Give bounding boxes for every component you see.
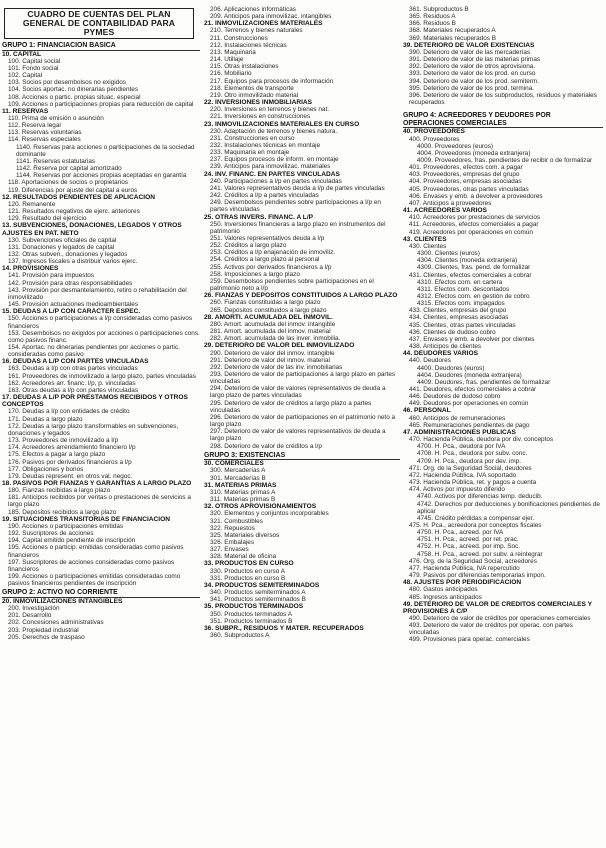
- column-3: [403, 6, 603, 844]
- account-line: 281. Amort. acumulada del inmov. material: [210, 328, 331, 336]
- account-line: 360. Subproductos A: [210, 632, 270, 640]
- account-heading: 43. CLIENTES: [403, 235, 447, 243]
- account-line: 290. Deterioro de valor del inmov. intangible: [210, 349, 335, 357]
- subaccount-line: 4740. Activos por diferencias temp. deducib.: [417, 493, 543, 501]
- account-line: 471. Org. de la Seguridad Social, deudores: [409, 464, 532, 472]
- account-line: 202. Concesiones administrativas: [8, 619, 104, 627]
- account-line: 431. Clientes, efectos comerciales a cobrar: [409, 271, 532, 279]
- account-line: 301. Mercaderías B: [210, 474, 266, 482]
- account-line: 300. Mercaderías A: [210, 467, 266, 475]
- account-line: 411. Acreedores, efectos comerciales a pagar: [409, 221, 539, 229]
- account-line: 131. Donaciones y legados de capital: [8, 243, 115, 251]
- account-line: 163. Otras deudas a l/p con partes vinculadas: [8, 386, 139, 394]
- account-line: 242. Créditos a l/p a partes vinculadas: [210, 192, 319, 200]
- account-line: 477. Hacienda Pública, IVA repercutido: [409, 564, 520, 572]
- account-line: 197. Suscriptores de acciones consideradas como pasivos financieros: [8, 558, 175, 573]
- account-heading: 39. DETERIORO DE VALOR EXISTENCIAS: [403, 41, 535, 49]
- account-line: 260. Fianzas constituidas a largo plazo: [210, 299, 321, 307]
- subaccount-line: 4751. H. Pca., acreed. por ret. prac.: [417, 536, 519, 544]
- account-line: 163. Deudas a l/p con otras partes vinculadas: [8, 365, 138, 373]
- account-line: 150. Acciones o participaciones a l/p consideradas como pasivos financieros: [8, 315, 193, 330]
- account-line: 221. Inversiones en construcciones: [210, 113, 311, 121]
- account-heading: 21. INMOVILIZACIONES MATERIALES: [204, 20, 323, 28]
- account-line: 475. H. Pca., acreedora por conceptos fiscales: [409, 521, 542, 529]
- account-heading: 20. INMOVILIZACIONES INTANGIBLES: [2, 597, 123, 605]
- account-heading: 18. PASIVOS POR FIANZAS Y GARANTÍAS A LARGO PLAZO: [2, 479, 192, 487]
- account-line: 394. Deterioro de valor de los prod. semiterm.: [409, 77, 540, 85]
- account-line: 200. Investigación: [8, 605, 60, 613]
- account-line: 194. Capital emitido pendiente de inscripción: [8, 537, 136, 545]
- account-line: 214. Utillaje: [210, 56, 244, 64]
- account-line: 102. Capital: [8, 72, 43, 80]
- group-heading: GRUPO 3: EXISTENCIAS: [204, 452, 400, 461]
- subaccount-line: 4742. Derechos por deducciones y bonificaciones pendientes de aplicar: [417, 500, 600, 515]
- account-line: 435. Clientes, otras partes vinculadas: [409, 321, 516, 329]
- account-line: 390. Deterioro de valor de las mercaderías: [409, 48, 531, 56]
- account-line: 112. Reserva legal: [8, 122, 61, 130]
- account-line: 391. Deterioro de valor de las materias primas: [409, 56, 541, 64]
- account-line: 199. Acciones o participaciones emitidas consideradas como pasivos financieros pendientes de inscripción: [8, 573, 181, 588]
- account-heading: 26. FIANZAS Y DEPÓSITOS CONSTITUIDOS A LARGO PLAZO: [204, 292, 398, 300]
- account-heading: 47. ADMINISTRACIONES PÚBLICAS: [403, 428, 516, 436]
- subaccount-line: 4310. Efectos com. en cartera: [417, 278, 503, 286]
- account-line: 293. Deterioro de valor de participaciones a largo plazo en partes vinculadas: [210, 370, 396, 386]
- account-line: 154. Aportac. no dinerarias pendientes por acciones o partic. consideradas como pasivo: [8, 344, 180, 359]
- account-line: 446. Deudores de dudoso cobro: [409, 393, 501, 401]
- account-line: 479. Pasivos por diferencias temporarias impon.: [409, 572, 546, 580]
- subaccount-line: 1140. Reservas para acciones o participaciones de la sociedad dominante: [16, 143, 195, 158]
- account-line: 108. Acciones o partic. propias situac. especial: [8, 93, 141, 101]
- account-heading: 44. DEUDORES VARIOS: [403, 350, 478, 358]
- account-line: 209. Anticipos para inmovilizac. intangibles: [210, 13, 332, 21]
- account-line: 368. Materiales recuperados A: [409, 27, 496, 35]
- account-line: 361. Subproductos B: [409, 6, 469, 13]
- account-line: 195. Acciones o particip. emitidas consideradas como pasivos financieros: [8, 544, 184, 559]
- account-line: 406. Envases y emb. a devolver a proveedores: [409, 192, 543, 200]
- subaccount-line: 4304. Clientes (moneda extranjera): [417, 257, 518, 265]
- account-line: 393. Deterioro de valor de los prod. en curso: [409, 70, 536, 78]
- account-line: 473. Hacienda Pública, ret. y pagos a cuenta: [409, 479, 537, 487]
- account-line: 211. Construcciones: [210, 34, 268, 42]
- account-heading: 12. RESULTADOS PENDIENTES DE APLICACIÓN: [2, 193, 156, 201]
- account-line: 440. Deudores: [409, 357, 451, 365]
- account-line: 291. Deterioro de valor del inmov. material: [210, 356, 330, 364]
- account-line: 322. Repuestos: [210, 524, 255, 532]
- account-line: 240. Participaciones a l/p en partes vinculadas: [210, 177, 342, 185]
- account-line: 449. Deudores por operaciones en común: [409, 400, 529, 408]
- document-title-box: [4, 8, 194, 39]
- account-line: 392. Deterioro de valor de otros aprovisiona.: [409, 63, 536, 71]
- account-line: 351. Productos terminados B: [210, 617, 293, 625]
- group-heading: GRUPO 1: FINANCIACIÓN BÁSICA: [2, 42, 200, 51]
- account-line: 341. Productos semiterminados B: [210, 596, 306, 604]
- account-heading: 25. OTRAS INVERS. FINANC. A L/P: [204, 213, 314, 221]
- account-list: [2, 42, 200, 641]
- account-line: 215. Otras instalaciones: [210, 63, 279, 71]
- title-line: GENERAL DE CONTABILIDAD PARA: [22, 18, 176, 28]
- account-heading: 40. PROVEEDORES: [403, 128, 465, 136]
- account-line: 369. Materiales recuperados B: [409, 34, 497, 42]
- account-line: 438. Anticipos de clientes: [409, 343, 482, 351]
- account-line: 282. Amort. acumulada de las inver. inmobilia.: [210, 335, 341, 343]
- account-line: 252. Créditos a largo plazo: [210, 242, 287, 250]
- account-heading: 24. INV. FINANC. EN PARTES VINCULADAS: [204, 170, 340, 178]
- account-line: 239. Anticipos para inmovilizac. materiales: [210, 163, 331, 171]
- account-line: 113. Reservas voluntarias: [8, 129, 82, 137]
- account-line: 121. Resultados negativos de ejerc. anteriores: [8, 208, 140, 216]
- account-heading: 33. PRODUCTOS EN CURSO: [204, 560, 294, 568]
- account-line: 404. Proveedores, empresas asociadas: [409, 178, 522, 186]
- account-line: 100. Capital social: [8, 57, 61, 65]
- subaccount-line: 4745. Crédito pérdidas a compensar ejer.: [417, 514, 535, 522]
- account-line: 396. Deterioro de valor de los subproductos, residuos y materiales recuperados: [409, 91, 597, 107]
- account-line: 241. Valores representativos deuda a l/p de partes vinculadas: [210, 184, 385, 192]
- account-line: 213. Maquinaria: [210, 48, 256, 56]
- account-line: 407. Anticipos a proveedores: [409, 199, 492, 207]
- account-line: 132. Otras subven., donaciones y legados: [8, 250, 128, 258]
- account-line: 401. Proveedores, efectos com. a pagar: [409, 164, 523, 172]
- account-heading: 15. DEUDAS A L/P CON CARÁCTER ESPEC.: [2, 308, 141, 316]
- account-line: 143. Provisión por desmantelamiento, retiro o rehabilitación del inmovilizado: [8, 286, 187, 301]
- account-line: 320. Elementos y conjuntos incorporables: [210, 510, 329, 518]
- account-line: 170. Deudas a l/p con entidades de crédito: [8, 408, 130, 416]
- account-line: 330. Productos en curso A: [210, 567, 285, 575]
- account-line: 232. Instalaciones técnicas en montaje: [210, 141, 321, 149]
- account-heading: 46. PERSONAL: [403, 407, 451, 415]
- account-line: 201. Desarrollo: [8, 612, 52, 620]
- account-heading: 16. DEUDAS A L/P CON PARTES VINCULADAS: [2, 358, 149, 366]
- account-line: 395. Deterioro de valor de los prod. termina.: [409, 84, 535, 92]
- account-line: 325. Materiales diversos: [210, 531, 280, 539]
- account-heading: 29. DETERIORO DE VALOR DEL INMOVILIZADO: [204, 342, 355, 350]
- account-line: 419. Acreedores por operaciones en común: [409, 228, 533, 236]
- account-line: 265. Depósitos constituidos a largo plazo: [210, 306, 327, 314]
- subaccount-line: 4708. H. Pca., deudora por subv. conc.: [417, 450, 528, 458]
- subaccount-line: 4709. H. Pca., deudora por dev. imp.: [417, 457, 521, 465]
- subaccount-line: 4400. Deudores (euros): [417, 364, 485, 372]
- account-line: 173. Proveedores de inmovilizado a l/p: [8, 437, 119, 445]
- account-line: 172. Deudas a largo plazo transformables en subvenciones, donaciones y legados: [8, 422, 179, 437]
- account-line: 430. Clientes: [409, 242, 447, 250]
- account-line: 258. Imposiciones a largo plazo: [210, 270, 300, 278]
- account-line: 433. Clientes, empresas del grupo: [409, 307, 507, 315]
- account-heading: 23. INMOVILIZACIONES MATERIALES EN CURSO: [204, 120, 360, 128]
- account-line: 311. Materias primas B: [210, 496, 276, 504]
- account-line: 218. Elementos de transporte: [210, 84, 294, 92]
- account-line: 350. Productos terminados A: [210, 610, 293, 618]
- subaccount-line: 4409. Deudores, fras. pendientes de formalizar: [417, 378, 551, 386]
- account-heading: 32. OTROS APROVISIONAMIENTOS: [204, 503, 317, 511]
- account-line: 203. Propiedad industrial: [8, 626, 79, 634]
- account-line: 366. Residuos B: [409, 20, 456, 28]
- account-line: 280. Amort. acumulada del inmov. intangible: [210, 320, 336, 328]
- account-line: 327. Envases: [210, 546, 249, 554]
- account-line: 129. Resultado del ejercicio: [8, 215, 87, 223]
- account-heading: 17. DEUDAS A L/P POR PRÉSTAMOS RECIBIDOS Y OTROS CONCEPTOS: [2, 394, 188, 409]
- account-line: 326. Embalajes: [210, 539, 255, 546]
- account-line: 230. Adaptación de terrenos y bienes natura.: [210, 127, 338, 135]
- account-line: 474. Activos por impuesto diferido: [409, 486, 505, 494]
- account-line: 231. Construcciones en curso: [210, 134, 295, 142]
- account-line: 297. Deterioro de valor de valores representativos de deuda a largo plazo: [210, 428, 386, 443]
- account-line: 175. Efectos a pagar a largo plazo: [8, 451, 106, 459]
- account-line: 153. Desembolsos no exigidos por acciones o participaciones cons. como pasivos financ.: [8, 329, 200, 344]
- account-line: 465. Remuneraciones pendientes de pago: [409, 421, 530, 429]
- account-heading: 48. AJUSTES POR PERIODIFICACIÓN: [403, 579, 522, 587]
- account-line: 400. Proveedores: [409, 135, 460, 143]
- account-line: 190. Acciones o participaciones emitidas: [8, 522, 124, 530]
- account-line: 103. Socios por desembolsos no exigidos: [8, 79, 126, 87]
- account-line: 104. Socios aportac. no dinerarias pendientes: [8, 86, 139, 94]
- account-line: 434. Clientes, empresas asociadas: [409, 314, 509, 322]
- subaccount-line: 1141. Reservas estatutarias: [16, 157, 96, 165]
- subaccount-line: 4300. Clientes (euros): [417, 250, 480, 258]
- account-line: 295. Deterioro de valor de créditos a largo plazo a partes vinculadas: [210, 399, 372, 414]
- subaccount-line: 4309. Clientes, fras. pend. de formalizar: [417, 264, 531, 272]
- account-line: 185. Depósitos recibidos a largo plazo: [8, 508, 117, 516]
- account-heading: 31. MATERIAS PRIMAS: [204, 481, 277, 489]
- account-heading: 19. SITUACIONES TRANSITORIAS DE FINANCIACIÓN: [2, 515, 171, 523]
- subaccount-line: 4758. H. Pca., acreed. por subv. a reintegrar: [417, 550, 543, 558]
- account-line: 118. Aportaciones de socios o propietarios: [8, 179, 128, 187]
- account-list: [403, 6, 603, 644]
- subaccount-line: 4700. H. Pca., deudora por IVA: [417, 443, 506, 451]
- account-line: 205. Derechos de traspaso: [8, 633, 85, 641]
- account-line: 328. Material de oficina: [210, 553, 277, 561]
- account-line: 365. Residuos A: [409, 13, 456, 21]
- account-line: 485. Ingresos anticipados: [409, 593, 482, 601]
- account-line: 499. Provisiones para operac. comerciales: [409, 636, 530, 644]
- subaccount-line: 4004. Proveedores (moneda extranjera): [417, 149, 531, 157]
- account-line: 137. Ingresos fiscales a distribuir varios ejerc.: [8, 258, 138, 266]
- subaccount-line: 4312. Efectos com. en gestión de cobro: [417, 292, 530, 300]
- account-line: 405. Proveedores, otras partes vinculadas: [409, 185, 529, 193]
- account-line: 472. Hacienda Pública, IVA soportado: [409, 471, 517, 479]
- account-heading: 14. PROVISIONES: [2, 265, 59, 273]
- column-1: [2, 6, 200, 844]
- account-line: 250. Inversiones financieras a largo plazo en instrumentos del patrimonio: [210, 220, 386, 235]
- account-line: 171. Deudas a largo plazo: [8, 415, 83, 423]
- subaccount-line: 1142. Reserva por capital amortizado: [16, 165, 122, 173]
- account-line: 249. Desembolsos pendientes sobre participaciones a l/p en partes vinculadas: [210, 199, 381, 214]
- account-list: [204, 6, 400, 639]
- account-line: 296. Deterioro de valor de participaciones en el patrimonio neto a largo plazo: [210, 413, 396, 429]
- account-line: 192. Suscriptores de acciones: [8, 530, 94, 538]
- subaccount-line: 4752. H. Pca., acreed. por imp. Soc.: [417, 543, 521, 551]
- subaccount-line: 4311. Efectos com. descontados: [417, 285, 510, 293]
- account-line: 254. Créditos a largo plazo al personal: [210, 256, 320, 264]
- account-line: 177. Obligaciones y bonos: [8, 465, 84, 473]
- subaccount-line: 4750. H. Pca., acreed. por IVA: [417, 529, 504, 537]
- account-heading: 36. SUBPR., RESIDUOS Y MATER. RECUPERADOS: [204, 624, 364, 632]
- account-heading: 41. ACREEDORES VARIOS: [403, 207, 487, 215]
- group-heading: GRUPO 4: ACREEDORES Y DEUDORES POR OPERACIONES COMERCIALES: [403, 112, 603, 128]
- account-line: 292. Deterioro de valor de las inv. inmobiliarias: [210, 363, 343, 371]
- account-line: 109. Acciones o participaciones propias para reducción de capital: [8, 100, 194, 108]
- group-heading: GRUPO 2: ACTIVO NO CORRIENTE: [2, 589, 200, 598]
- account-heading: 10. CAPITAL: [2, 50, 42, 58]
- account-line: 476. Org. de la Seguridad Social, acreedores: [409, 557, 537, 565]
- account-heading: 34. PRODUCTOS SEMITERMINADOS: [204, 581, 320, 589]
- account-line: 470. Hacienda Pública, deudora por div. conceptos: [409, 436, 554, 444]
- account-line: 321. Combustibles: [210, 517, 263, 525]
- account-line: 233. Maquinaria en montaje: [210, 149, 290, 157]
- account-line: 212. Instalaciones técnicas: [210, 41, 287, 49]
- account-line: 460. Anticipos de remuneraciones: [409, 414, 506, 422]
- account-line: 174. Acreedores arrendamiento financiero l/p: [8, 444, 136, 452]
- column-2: [204, 6, 400, 844]
- account-line: 259. Desembolsos pendientes sobre participaciones en el patrimonio neto a l/p: [210, 277, 374, 293]
- title-line: PYMES: [83, 27, 115, 37]
- account-line: 217. Equipos para procesos de información: [210, 77, 334, 85]
- account-line: 142. Provisión para otras responsabilidades: [8, 279, 133, 287]
- spacer: [403, 106, 603, 110]
- account-line: 120. Remanente: [8, 200, 56, 208]
- account-line: 161. Proveedores de inmovilizado a largo plazo, partes vinculadas: [8, 372, 196, 380]
- account-line: 114. Reservas especiales: [8, 136, 81, 144]
- subaccount-line: 4009. Proveedores, fras. pendientes de recibir o de formalizar: [417, 157, 593, 164]
- account-line: 179. Deudas represent. en otros val. negoc.: [8, 472, 133, 480]
- account-heading: 11. RESERVAS: [2, 107, 49, 115]
- account-line: 480. Gastos anticipados: [409, 586, 478, 594]
- account-line: 216. Mobiliario: [210, 70, 252, 78]
- account-line: 436. Clientes de dudoso cobro: [409, 328, 496, 336]
- account-line: 180. Fianzas recibidas a largo plazo: [8, 487, 111, 495]
- account-line: 298. Deterioro de valor de créditos a l/p: [210, 442, 322, 450]
- account-line: 206. Aplicaciones informáticas: [210, 6, 296, 13]
- subaccount-line: 4404. Deudores (moneda extranjera): [417, 371, 522, 379]
- account-line: 493. Deterioro de valor de créditos por operac. con partes vinculadas: [409, 622, 573, 637]
- account-line: 176. Pasivos por derivados financieros a l/p: [8, 458, 132, 466]
- account-line: 310. Materias primas A: [210, 488, 276, 496]
- account-heading: 13. SUBVENCIONES, DONACIONES, LEGADOS Y OTROS AJUSTES EN PAT. NETO: [2, 222, 182, 237]
- account-line: 181. Anticipos recibidos por ventas o prestaciones de servicios a largo plazo: [8, 494, 191, 509]
- account-heading: 35. PRODUCTOS TERMINADOS: [204, 603, 304, 611]
- account-line: 403. Proveedores, empresas del grupo: [409, 171, 520, 179]
- account-line: 331. Productos en curso B: [210, 574, 286, 582]
- account-heading: 28. AMORTI. ACUMULADA DEL INMOVIL.: [204, 313, 333, 321]
- account-line: 210. Terrenos y bienes naturales: [210, 27, 303, 35]
- account-line: 119. Diferencias por ajuste del capital a euros: [8, 186, 138, 194]
- account-line: 340. Productos semiterminados A: [210, 589, 306, 597]
- account-heading: 30. COMERCIALES: [204, 460, 264, 468]
- account-line: 237. Equipos procesos de inform. en montaje: [210, 156, 339, 164]
- account-line: 253. Créditos a l/p enajenación de inmoviliz.: [210, 249, 336, 257]
- account-line: 441. Deudores, efectos comerciales a cobrar: [409, 386, 537, 393]
- account-line: 162. Acreedores arr. financ. l/p, p. vinculadas: [8, 379, 136, 387]
- account-line: 410. Acreedores por prestaciones de servicios: [409, 214, 541, 222]
- account-line: 294. Deterioro de valor de valores representativos de deuda a largo plazo de partes vinculadas: [210, 385, 386, 400]
- account-line: 101. Fondo social: [8, 64, 59, 72]
- account-heading: 49. DETERIORO DE VALOR DE CRÉDITOS COMERCIALES Y PROVISIONES A C/P: [403, 600, 592, 615]
- account-line: 219. Otro inmovilizado material: [210, 91, 299, 99]
- account-line: 490. Deterioro de valor de créditos por operaciones comerciales: [409, 615, 591, 622]
- account-line: 437. Envases y emb. a devolver por clientes: [409, 335, 535, 343]
- subaccount-line: 4000. Proveedores (euros): [417, 142, 494, 150]
- account-line: 145. Provisión actuaciones medioambientales: [8, 301, 139, 309]
- title-line: CUADRO DE CUENTAS DEL PLAN: [27, 9, 171, 19]
- account-line: 110. Prima de emisión o asunción: [8, 115, 104, 122]
- account-line: 141. Provisión para impuestos: [8, 272, 94, 280]
- account-line: 130. Subvenciones oficiales de capital: [8, 236, 117, 244]
- account-line: 255. Activos por derivados financieros a l/p: [210, 263, 332, 271]
- account-heading: 22. INVERSIONES INMOBILIARIAS: [204, 99, 313, 107]
- subaccount-line: 4315. Efectos com. impagados: [417, 300, 505, 308]
- account-line: 251. Valores representativos deuda a l/p: [210, 235, 325, 242]
- subaccount-line: 1144. Reservas por acciones propias aceptadas en garantía: [16, 172, 187, 180]
- account-line: 220. Inversiones en terrenos y bienes nat.: [210, 106, 330, 114]
